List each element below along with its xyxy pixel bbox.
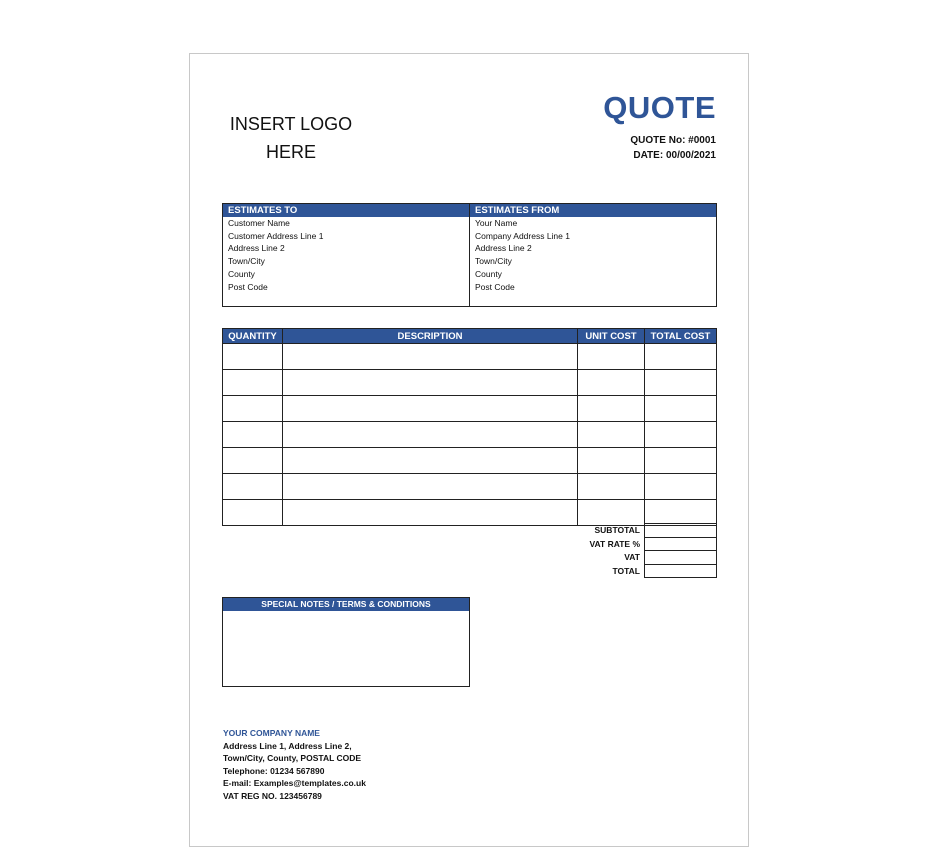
footer-line: Telephone: 01234 567890 [223, 765, 325, 776]
items-header-row [223, 329, 717, 344]
logo-placeholder [222, 110, 360, 166]
quantity-cell[interactable] [223, 422, 283, 448]
unit-cost-cell[interactable] [578, 500, 645, 526]
estimates-from-line[interactable]: Address Line 2 [475, 243, 532, 254]
description-cell[interactable] [283, 448, 578, 474]
notes-heading: SPECIAL NOTES / TERMS & CONDITIONS [223, 598, 469, 611]
table-row [223, 474, 717, 500]
footer-line: E-mail: Examples@templates.co.uk [223, 778, 366, 789]
estimates-to [223, 204, 469, 306]
description-cell[interactable] [283, 500, 578, 526]
estimates-to-line[interactable]: Post Code [228, 281, 268, 292]
description-cell[interactable] [283, 474, 578, 500]
footer-line: Town/City, County, POSTAL CODE [223, 753, 362, 764]
total-row [560, 564, 717, 578]
estimates-from-line[interactable]: County [475, 268, 502, 279]
vat-value[interactable] [645, 551, 717, 565]
description-cell[interactable] [283, 370, 578, 396]
company-footer [223, 727, 366, 803]
estimates-to-line[interactable]: Customer Name [228, 218, 290, 228]
notes-box[interactable] [222, 597, 470, 687]
vat-rate-label: VAT RATE % [589, 538, 640, 549]
unit-cost-cell[interactable] [578, 422, 645, 448]
address-block [222, 203, 717, 307]
quantity-cell[interactable] [223, 396, 283, 422]
unit-cost-cell[interactable] [578, 448, 645, 474]
estimates-from-line[interactable]: Your Name [475, 218, 518, 228]
vat-row [560, 551, 717, 565]
totals-table [560, 523, 717, 578]
logo-line-2: HERE [265, 142, 316, 162]
estimates-from-line[interactable]: Town/City [475, 256, 512, 267]
quantity-cell[interactable] [223, 448, 283, 474]
column-header-description: DESCRIPTION [283, 329, 578, 344]
quantity-cell[interactable] [223, 474, 283, 500]
total-cost-cell[interactable] [645, 396, 717, 422]
subtotal-row [560, 524, 717, 538]
subtotal-label: SUBTOTAL [594, 525, 640, 536]
estimates-to-heading: ESTIMATES TO [223, 204, 469, 217]
column-header-total-cost: TOTAL COST [645, 329, 717, 344]
estimates-from-heading: ESTIMATES FROM [470, 204, 716, 217]
vat-label: VAT [624, 552, 640, 563]
column-header-quantity: QUANTITY [223, 329, 283, 344]
total-value[interactable] [645, 564, 717, 578]
company-name: YOUR COMPANY NAME [223, 728, 320, 738]
description-cell[interactable] [283, 344, 578, 370]
table-row [223, 422, 717, 448]
logo-line-1: INSERT LOGO [229, 114, 353, 134]
unit-cost-cell[interactable] [578, 474, 645, 500]
estimates-to-line[interactable]: County [228, 268, 255, 279]
total-label: TOTAL [612, 565, 640, 576]
table-row [223, 370, 717, 396]
items-table [222, 328, 717, 526]
quote-number: QUOTE No: #0001 [630, 135, 716, 146]
quantity-cell[interactable] [223, 370, 283, 396]
total-cost-cell[interactable] [645, 370, 717, 396]
vat-rate-row [560, 537, 717, 551]
footer-line: Address Line 1, Address Line 2, [223, 740, 352, 751]
page-title: QUOTE [603, 90, 716, 125]
quantity-cell[interactable] [223, 344, 283, 370]
description-cell[interactable] [283, 422, 578, 448]
column-header-unit-cost: UNIT COST [578, 329, 645, 344]
vat-rate-value[interactable] [645, 537, 717, 551]
total-cost-cell[interactable] [645, 422, 717, 448]
footer-line: VAT REG NO. 123456789 [223, 790, 322, 801]
unit-cost-cell[interactable] [578, 370, 645, 396]
estimates-from-line[interactable]: Post Code [475, 281, 515, 292]
total-cost-cell[interactable] [645, 500, 717, 526]
table-row [223, 448, 717, 474]
estimates-from-line[interactable]: Company Address Line 1 [475, 230, 570, 241]
subtotal-value[interactable] [645, 524, 717, 538]
quote-meta [630, 133, 716, 163]
table-row [223, 500, 717, 526]
estimates-to-line[interactable]: Town/City [228, 256, 265, 267]
table-row [223, 344, 717, 370]
total-cost-cell[interactable] [645, 344, 717, 370]
table-row [223, 396, 717, 422]
estimates-to-line[interactable]: Address Line 2 [228, 243, 285, 254]
estimates-from [469, 204, 716, 306]
estimates-to-line[interactable]: Customer Address Line 1 [228, 230, 324, 241]
unit-cost-cell[interactable] [578, 396, 645, 422]
description-cell[interactable] [283, 396, 578, 422]
quote-date: DATE: 00/00/2021 [633, 150, 716, 161]
quantity-cell[interactable] [223, 500, 283, 526]
total-cost-cell[interactable] [645, 448, 717, 474]
total-cost-cell[interactable] [645, 474, 717, 500]
unit-cost-cell[interactable] [578, 344, 645, 370]
